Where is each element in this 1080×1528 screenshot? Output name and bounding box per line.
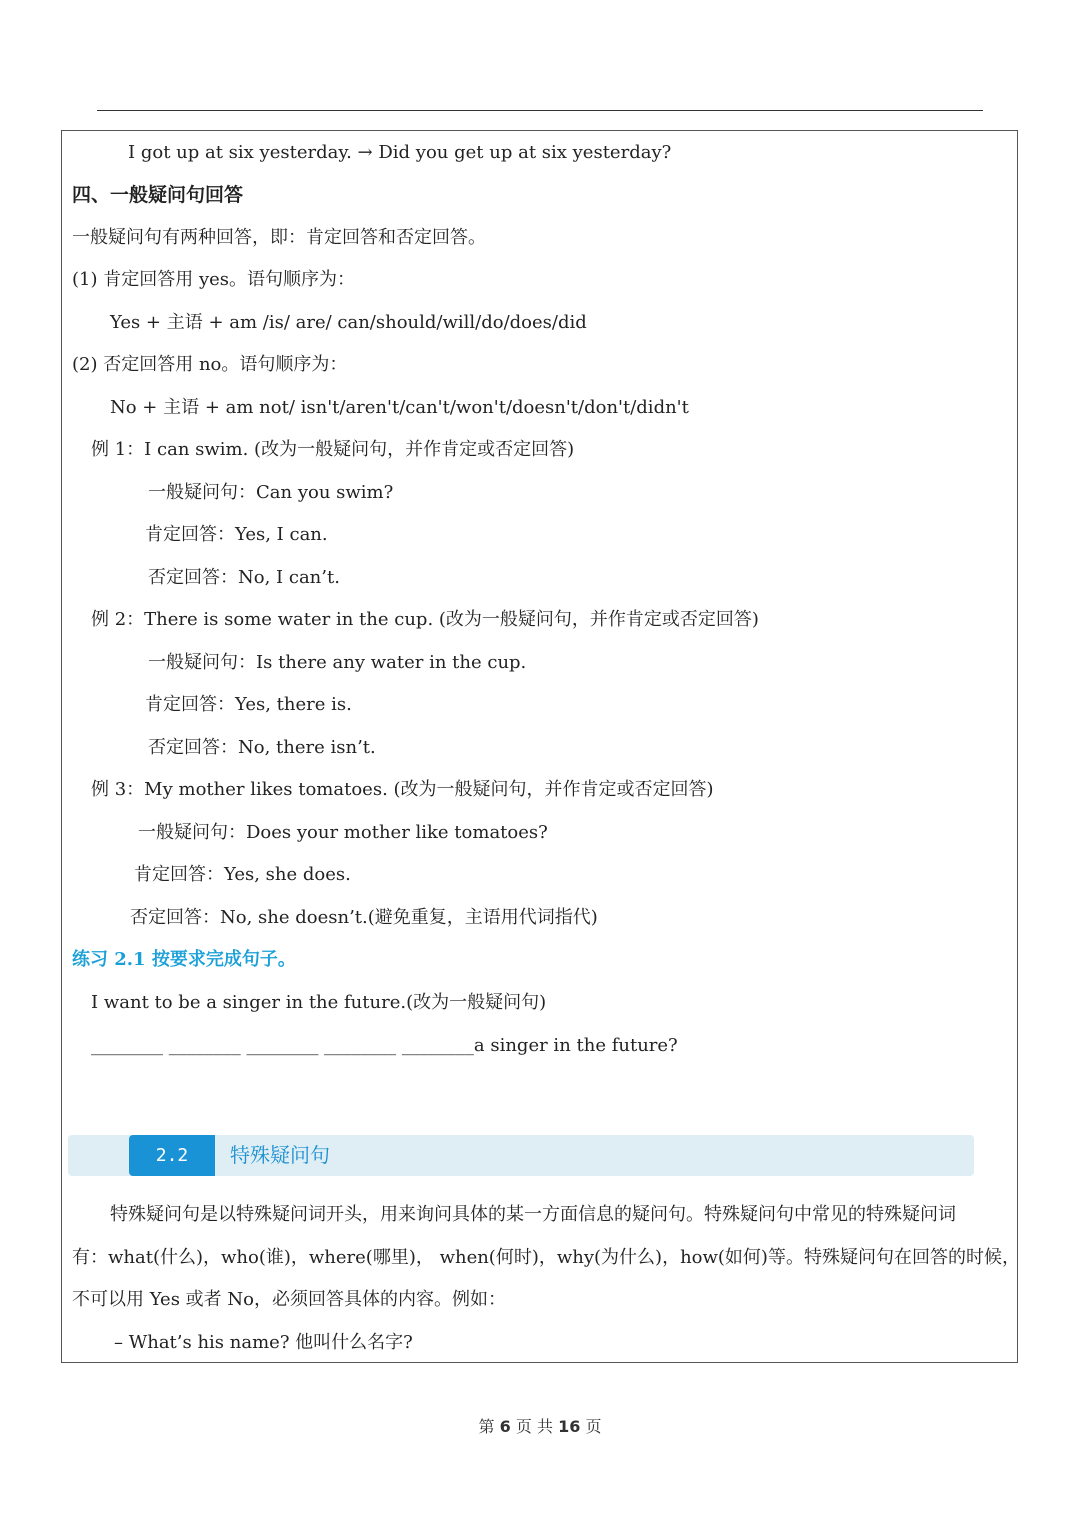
formula-yes: Yes + 主语 + am /is/ are/ can/should/will/do/does/did — [110, 312, 587, 333]
section-title: 特殊疑问句 — [230, 1143, 330, 1167]
rule-yes: (1) 肯定回答用 yes。语句顺序为： — [72, 269, 355, 290]
example-2-yes: 肯定回答：Yes, there is. — [145, 694, 352, 715]
section-number: 2.2 — [129, 1135, 215, 1176]
example-1-no: 否定回答：No, I can’t. — [148, 567, 340, 588]
practice-heading: 练习 2.1 按要求完成句子。 — [72, 949, 296, 970]
example-2: 例 2：There is some water in the cup. (改为一般疑问句，并作肯定或否定回答) — [91, 609, 759, 630]
example-1-yes: 肯定回答：Yes, I can. — [145, 524, 328, 545]
answer-tail: a singer in the future? — [473, 1035, 678, 1056]
answer-blanks[interactable]: ________ ________ ________ ________ ________ — [91, 1035, 474, 1056]
section-banner — [68, 1135, 974, 1176]
rule-no: (2) 否定回答用 no。语句顺序为： — [72, 354, 348, 375]
page-footer — [0, 1414, 1080, 1437]
total-pages: 16 — [558, 1417, 581, 1436]
example-3-question: 一般疑问句：Does your mother like tomatoes? — [138, 822, 548, 843]
intro-text: 一般疑问句有两种回答，即：肯定回答和否定回答。 — [72, 227, 486, 248]
footer-suffix: 页 — [585, 1417, 602, 1436]
paragraph-line-3: 不可以用 Yes 或者 No，必须回答具体的内容。例如： — [72, 1289, 506, 1310]
content-box — [61, 130, 1018, 1363]
footer-prefix: 第 — [478, 1417, 495, 1436]
example-dialogue: – What’s his name? 他叫什么名字? — [114, 1332, 413, 1353]
practice-answer — [91, 1034, 678, 1058]
example-3-yes: 肯定回答：Yes, she does. — [134, 864, 351, 885]
example-line: I got up at six yesterday. → Did you get up at six yesterday? — [128, 142, 672, 163]
current-page: 6 — [499, 1417, 511, 1436]
example-3-no: 否定回答：No, she doesn’t.(避免重复，主语用代词指代) — [130, 907, 598, 928]
footer-mid: 页 共 — [515, 1417, 553, 1436]
example-1: 例 1：I can swim. (改为一般疑问句，并作肯定或否定回答) — [91, 439, 575, 460]
example-1-question: 一般疑问句：Can you swim? — [148, 482, 394, 503]
example-2-no: 否定回答：No, there isn’t. — [148, 737, 376, 758]
paragraph-line-2: 有：what(什么)，who(谁)，where(哪里)， when(何时)，why(为什么)，how(如何)等。特殊疑问句在回答的时候， — [72, 1247, 1020, 1268]
paragraph-line-1: 特殊疑问句是以特殊疑问词开头，用来询问具体的某一方面信息的疑问句。特殊疑问句中常见的特殊疑问词 — [110, 1204, 956, 1225]
example-3: 例 3：My mother likes tomatoes. (改为一般疑问句，并作肯定或否定回答) — [91, 779, 714, 800]
header-rule — [97, 110, 983, 111]
example-2-question: 一般疑问句：Is there any water in the cup. — [148, 652, 527, 673]
formula-no: No + 主语 + am not/ isn't/aren't/can't/won't/doesn't/don't/didn't — [110, 397, 689, 418]
section-heading: 四、一般疑问句回答 — [72, 184, 244, 206]
practice-question: I want to be a singer in the future.(改为一般疑问句) — [91, 992, 547, 1013]
